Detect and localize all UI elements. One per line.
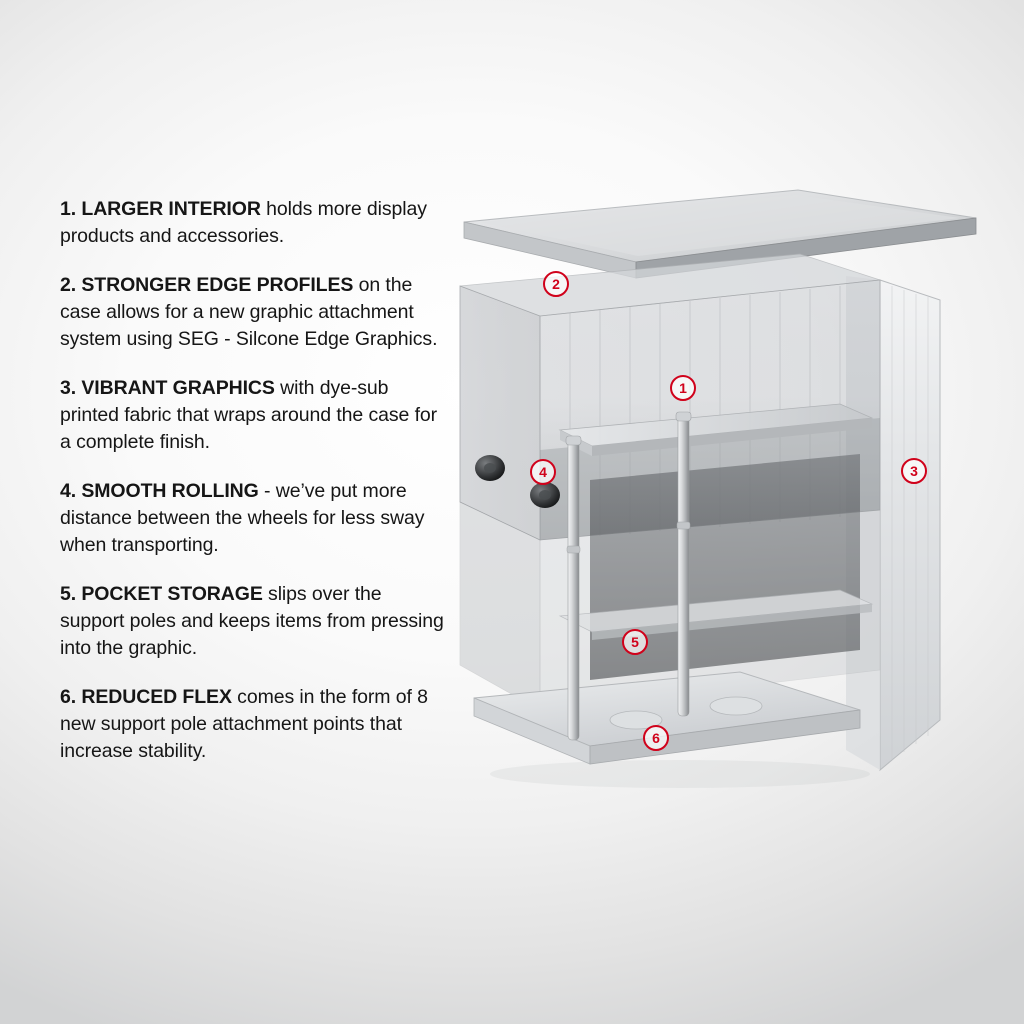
feature-rest: comes in the form of 8 new support pole attachment points that increase stability. [60,686,428,762]
callout-badge-2: 2 [543,271,569,297]
feature-item [60,684,450,765]
wheel-right [530,482,560,508]
case-body-translucent [460,254,880,710]
support-pole-rear [676,412,691,716]
callout-badge-3: 3 [901,458,927,484]
feature-rest: slips over the support poles and keeps items from pressing into the graphic. [60,583,444,659]
feature-lead: 2. STRONGER EDGE PROFILES [60,274,354,296]
callout-badge-6: 6 [643,725,669,751]
feature-item [60,272,450,353]
callout-badge-5: 5 [622,629,648,655]
feature-lead: 4. SMOOTH ROLLING [60,480,259,502]
feature-lead: 1. LARGER INTERIOR [60,198,261,220]
feature-rest: on the case allows for a new graphic attachment system using SEG - Silcone Edge Graphics. [60,274,438,350]
callout-badge-4: 4 [530,459,556,485]
feature-item [60,581,450,662]
feature-lead: 5. POCKET STORAGE [60,583,263,605]
feature-list [60,196,450,787]
feature-item [60,375,450,456]
feature-rest: holds more display products and accessories. [60,198,427,247]
feature-item [60,196,450,250]
feature-lead: 3. VIBRANT GRAPHICS [60,377,275,399]
exploded-case-illustration [440,150,1000,930]
feature-lead: 6. REDUCED FLEX [60,686,232,708]
feature-rest: - we’ve put more distance between the wheels for less sway when transporting. [60,480,425,556]
feature-item [60,478,450,559]
support-pole-front [566,436,581,740]
callout-badge-1: 1 [670,375,696,401]
feature-rest: with dye-sub printed fabric that wraps around the case for a complete finish. [60,377,438,453]
wheel-left [475,455,505,481]
